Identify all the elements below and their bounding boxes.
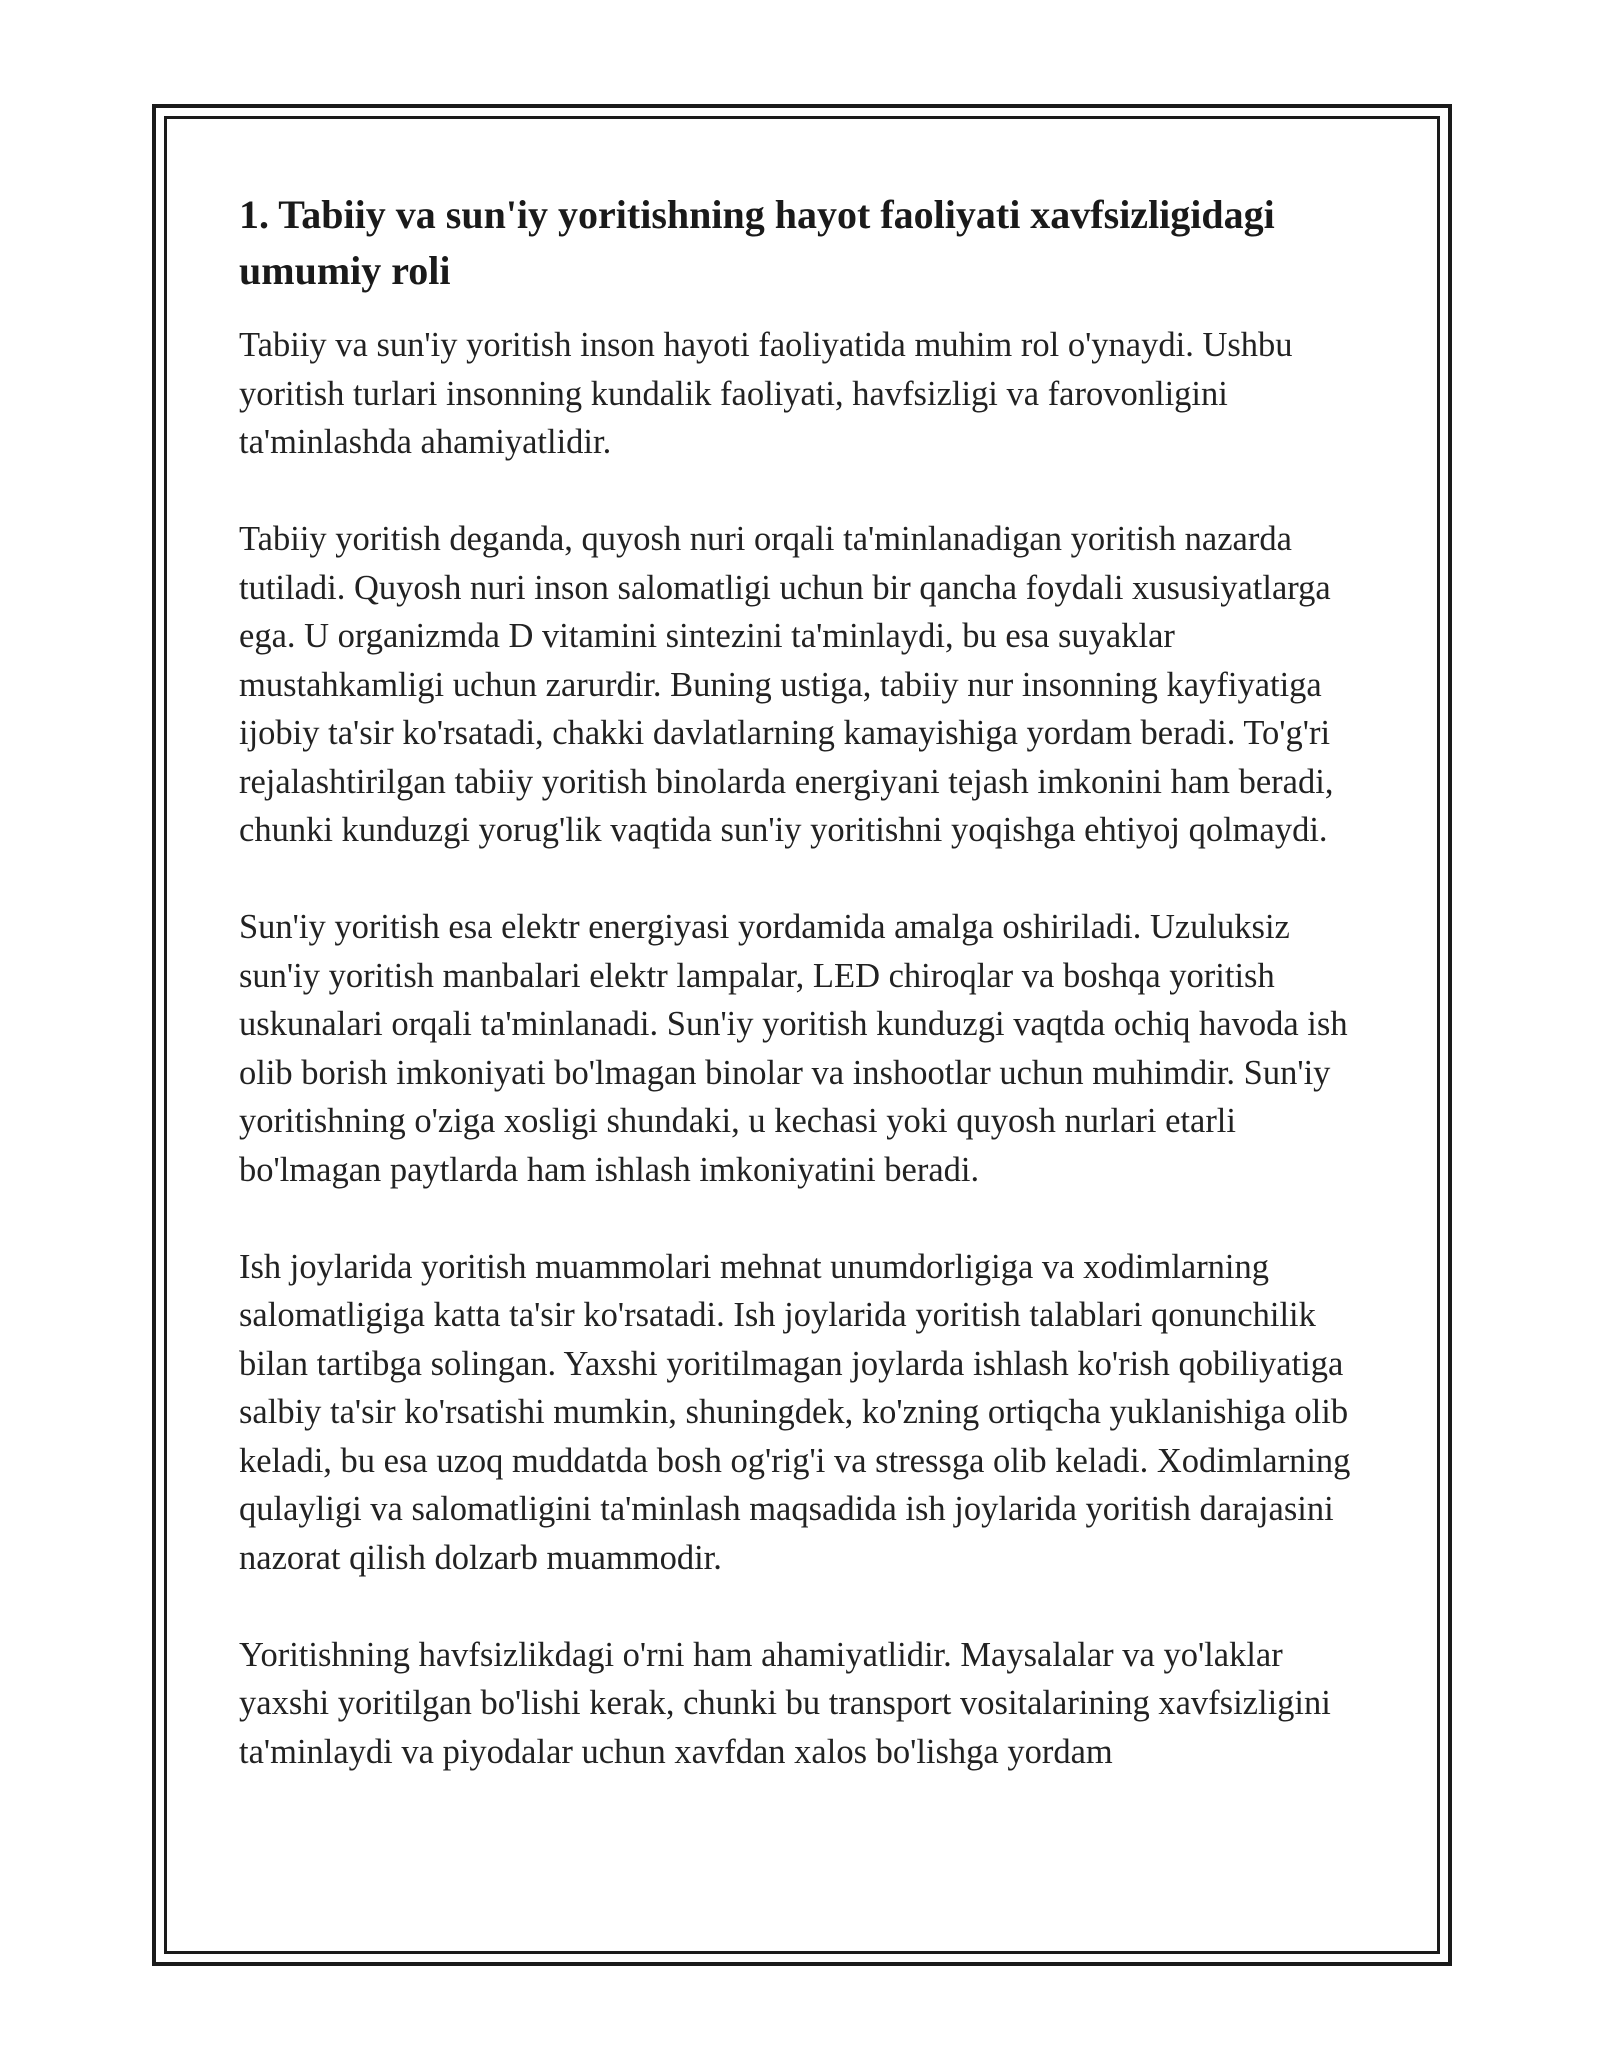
paragraph-workplace-lighting: Ish joylarida yoritish muammolari mehnat unumdorligiga va xodimlarning salomatligiga katta ta'sir ko'rsatadi. Ish joylarida yoritish talablari qonunchilik bilan tartibga solingan. Yaxshi yoritilmagan joylarda ishlash ko'rish qobiliyatiga salbiy ta'sir ko'rsatishi mumkin, shuningdek, ko'zning ortiqcha yuklanishiga olib keladi, bu esa uzoq muddatda bosh og'rig'i va stressga olib keladi. Xodimlarning qulayligi va salomatligini ta'minlash maqsadida ish joylarida yoritish darajasini nazorat qilish dolzarb muammodir. xyxy=(239,1247,1351,1577)
section-heading: 1. Tabiiy va sun'iy yoritishning hayot faoliyati xavfsizligidagi umumiy roli xyxy=(239,192,1275,293)
page-border-outer xyxy=(152,104,1452,1966)
paragraph-artificial-lighting: Sun'iy yoritish esa elektr energiyasi yordamida amalga oshiriladi. Uzuluksiz sun'iy yoritish manbalari elektr lampalar, LED chiroqlar va boshqa yoritish uskunalari orqali ta'minlanadi. Sun'iy yoritish kunduzgi vaqtda ochiq havoda ish olib borish imkoniyati bo'lmagan binolar va inshootlar uchun muhimdir. Sun'iy yoritishning o'ziga xosligi shundaki, u kechasi yoki quyosh nurlari etarli bo'lmagan paytlarda ham ishlash imkoniyatini beradi. xyxy=(239,908,1348,1189)
paragraph-intro: Tabiiy va sun'iy yoritish inson hayoti faoliyatida muhim rol o'ynaydi. Ushbu yoritish turlari insonning kundalik faoliyati, havfsizligi va farovonligini ta'minlashda ahamiyatlidir. xyxy=(239,326,1293,461)
paragraph-natural-lighting: Tabiiy yoritish deganda, quyosh nuri orqali ta'minlanadigan yoritish nazarda tutiladi. Quyosh nuri inson salomatligi uchun bir qancha foydali xususiyatlarga ega. U organizmda D vitamini sintezini ta'minlaydi, bu esa suyaklar mustahkamligi uchun zarurdir. Buning ustiga, tabiiy nur insonning kayfiyatiga ijobiy ta'sir ko'rsatadi, chakki davlatlarning kamayishiga yordam beradi. To'g'ri rejalashtirilgan tabiiy yoritish binolarda energiyani tejash imkonini ham beradi, chunki kunduzgi yorug'lik vaqtida sun'iy yoritishni yoqishga ehtiyoj qolmaydi. xyxy=(239,520,1334,849)
paragraph-safety-lighting: Yoritishning havfsizlikdagi o'rni ham ahamiyatlidir. Maysalalar va yo'laklar yaxshi yoritilgan bo'lishi kerak, chunki bu transport vositalarining xavfsizligini ta'minlaydi va piyodalar uchun xavfdan xalos bo'lishga yordam xyxy=(239,1635,1331,1771)
document-body xyxy=(239,187,1379,1825)
